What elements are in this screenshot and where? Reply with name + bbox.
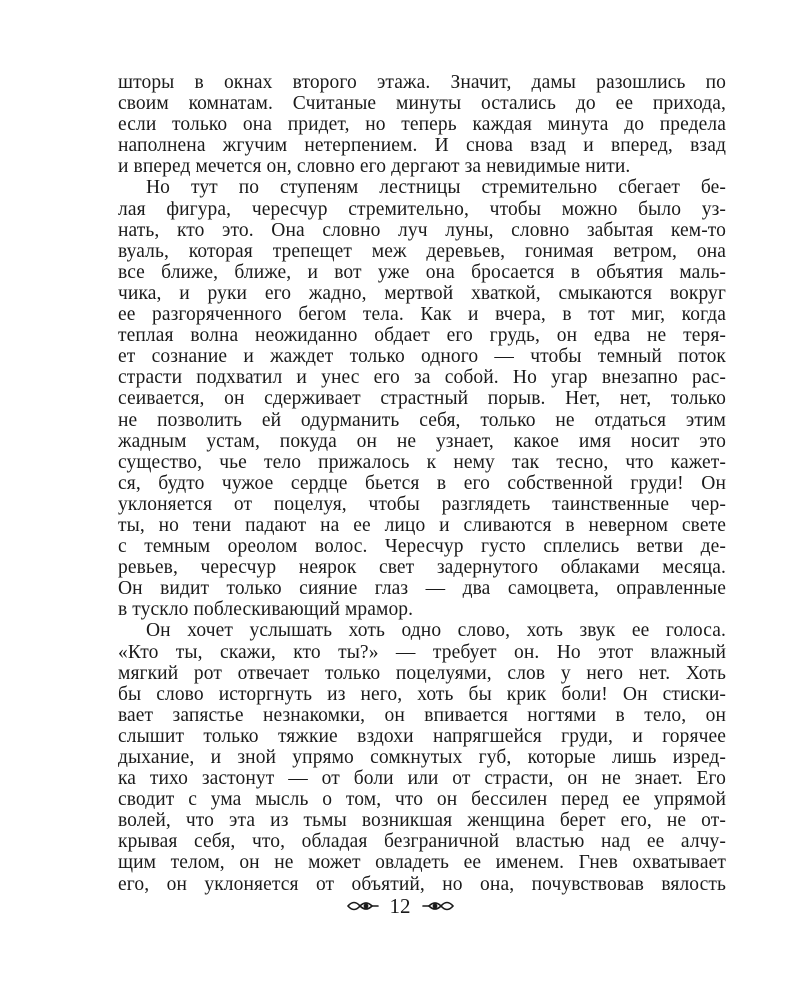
text-line: в тускло поблескивающий мрамор. (118, 599, 414, 621)
page-number: 12 (389, 894, 411, 918)
text-line: и вперед мечется он, словно его дергают за невидимые нити. (118, 156, 631, 178)
page-footer (0, 893, 800, 919)
text-line: теплая волна неожиданно обдает его грудь, он едва не теря- (118, 325, 726, 347)
text-line: ты, но тени падают на ее лицо и сливаются в неверном свете (118, 514, 726, 536)
text-line: сводит с ума мысль о том, что он бессилен перед ее упрямой (118, 789, 726, 811)
text-line: своим комнатам. Считаные минуты остались до ее прихода, (118, 93, 726, 115)
text-line: слышит только тяжкие вздохи напрягшейся груди, и горячее (118, 725, 726, 747)
text-line: все ближе, ближе, и вот уже она бросается в объятия маль- (118, 261, 726, 283)
text-line: вает запястье незнакомки, он впивается ногтями в тело, он (118, 704, 726, 726)
fleuron-right-icon (421, 897, 455, 915)
text-line: с темным ореолом волос. Чересчур густо сплелись ветви де- (118, 536, 726, 558)
text-line: Но тут по ступеням лестницы стремительно сбегает бе- (146, 177, 726, 199)
text-line: ревьев, чересчур неярок свет задернутого облаками месяца. (118, 557, 726, 579)
text-line: дыхание, и зной упрямо сомкнутых губ, которые лишь изред- (118, 747, 726, 768)
text-line: существо, чье тело прижалось к нему так тесно, что кажет- (118, 451, 726, 473)
text-line: если только она придет, но теперь каждая минута до предела (118, 114, 726, 136)
text-line: «Кто ты, скажи, кто ты?» — требует он. Но этот влажный (118, 641, 726, 663)
text-line: страсти подхватил и унес его за собой. Но угар внезапно рас- (118, 367, 726, 389)
text-line: шторы в окнах второго этажа. Значит, дамы разошлись по (118, 72, 726, 93)
text-line: его, он уклоняется от объятий, но она, почувствовав вялость (118, 873, 726, 895)
text-line: уклоняется от поцелуя, чтобы разглядеть таинственные чер- (118, 493, 726, 515)
text-line: жадным устам, покуда он не узнает, какое имя носит это (118, 430, 726, 452)
fleuron-left-icon (346, 897, 380, 915)
text-line: бы слово исторгнуть из него, хоть бы крик боли! Он стиски- (118, 683, 726, 705)
body-text (118, 72, 726, 895)
text-line: ка тихо застонут — от боли или от страсти, он не знает. Его (118, 768, 726, 790)
text-line: мягкий рот отвечает только поцелуями, слов у него нет. Хоть (118, 662, 726, 684)
text-line: нать, кто это. Она словно луч луны, словно забытая кем-то (118, 219, 726, 241)
text-line: щим телом, он не может овладеть ее именем. Гнев охватывает (118, 852, 726, 874)
text-line: сеивается, он сдерживает страстный порыв. Нет, нет, только (118, 388, 726, 410)
text-line: лая фигура, чересчур стремительно, чтобы можно было уз- (118, 198, 726, 220)
text-line: ет сознание и жаждет только одного — чтобы темный поток (118, 346, 726, 368)
text-line: крывая себя, что, обладая безграничной властью над ее алчу- (118, 831, 726, 853)
text-line: ее разгоряченного бегом тела. Как и вчера, в тот миг, когда (118, 304, 726, 326)
text-line: волей, что эта из тьмы возникшая женщина берет его, не от- (118, 810, 726, 832)
text-line: вуаль, которая трепещет меж деревьев, гонимая ветром, она (118, 240, 726, 262)
text-line: ся, будто чужое сердце бьется в его собственной груди! Он (118, 472, 726, 494)
text-line: не позволить ей одурманить себя, только не отдаться этим (118, 409, 726, 431)
text-line: Он видит только сияние глаз — два самоцвета, оправленные (118, 578, 726, 600)
text-line: Он хочет услышать хоть одно слово, хоть звук ее голоса. (146, 620, 726, 642)
text-line: чика, и руки его жадно, мертвой хваткой, смыкаются вокруг (118, 282, 726, 304)
text-line: наполнена жгучим нетерпением. И снова взад и вперед, взад (118, 135, 726, 157)
